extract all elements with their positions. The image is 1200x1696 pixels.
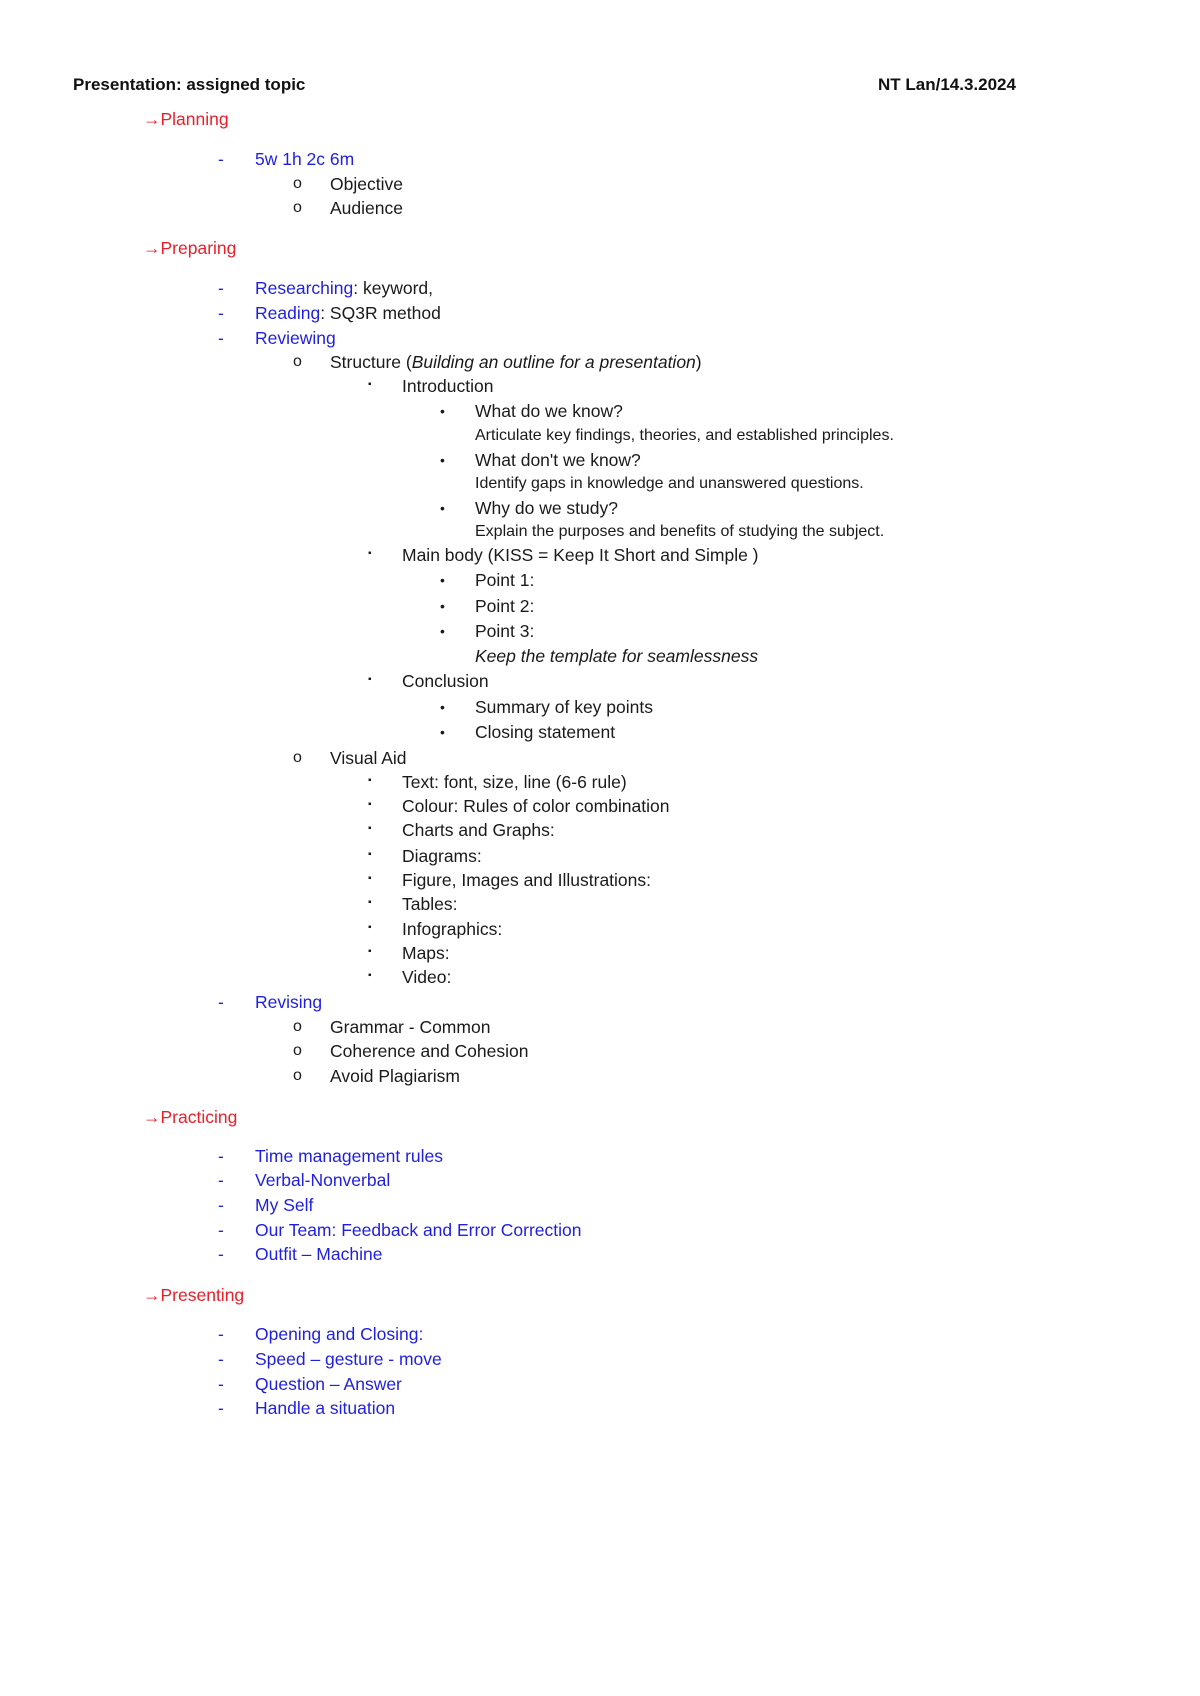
circle-bullet-icon: o xyxy=(293,199,302,216)
square-bullet-icon: ▪ xyxy=(368,674,372,685)
note-text: Explain the purposes and benefits of studying the subject. xyxy=(475,523,885,540)
list-item: o Grammar - Common xyxy=(293,1017,491,1037)
list-item: • Closing statement xyxy=(440,722,616,742)
section-heading-planning: →Planning xyxy=(143,109,229,129)
list-item: - Verbal-Nonverbal xyxy=(218,1170,391,1190)
dash-bullet-icon: - xyxy=(218,1349,224,1369)
note-text: Keep the template for seamlessness xyxy=(475,646,759,666)
dot-bullet-icon: • xyxy=(440,572,445,588)
list-item: o Avoid Plagiarism xyxy=(293,1066,461,1086)
list-item: o Audience xyxy=(293,198,403,218)
dot-bullet-icon: • xyxy=(440,623,445,639)
list-item: - 5w 1h 2c 6m xyxy=(218,149,355,169)
document-header xyxy=(73,75,1040,99)
square-bullet-icon: ▪ xyxy=(368,379,372,390)
arrow-icon: → xyxy=(143,1285,161,1305)
list-item: o Structure (Building an outline for a presentation) xyxy=(293,352,702,372)
list-item: - Question – Answer xyxy=(218,1374,402,1394)
note-text: Articulate key findings, theories, and established principles. xyxy=(475,427,894,444)
circle-bullet-icon: o xyxy=(293,1042,302,1059)
square-bullet-icon: ▪ xyxy=(368,897,372,908)
list-item: - Our Team: Feedback and Error Correction xyxy=(218,1220,582,1240)
square-bullet-icon: ▪ xyxy=(368,849,372,860)
section-heading-preparing: →Preparing xyxy=(143,238,237,258)
square-bullet-icon: ▪ xyxy=(368,799,372,810)
list-item: ▪ Main body (KISS = Keep It Short and Simple ) xyxy=(368,545,759,565)
list-item: o Coherence and Cohesion xyxy=(293,1041,529,1061)
list-item: ▪ Figure, Images and Illustrations: xyxy=(368,870,652,890)
circle-bullet-icon: o xyxy=(293,749,302,766)
dash-bullet-icon: - xyxy=(218,1324,224,1344)
list-item: ▪ Infographics: xyxy=(368,919,503,939)
list-item: ▪ Text: font, size, line (6-6 rule) xyxy=(368,772,627,792)
document-title: Presentation: assigned topic xyxy=(73,75,306,94)
list-item: ▪ Diagrams: xyxy=(368,846,482,866)
dash-bullet-icon: - xyxy=(218,1244,224,1264)
dash-bullet-icon: - xyxy=(218,149,224,169)
arrow-icon: → xyxy=(143,238,161,258)
list-item: - My Self xyxy=(218,1195,314,1215)
dash-bullet-icon: - xyxy=(218,1220,224,1240)
list-item: ▪ Colour: Rules of color combination xyxy=(368,796,670,816)
list-item: ▪ Conclusion xyxy=(368,671,489,691)
list-item: ▪ Video: xyxy=(368,967,452,987)
square-bullet-icon: ▪ xyxy=(368,873,372,884)
list-item: • Point 2: xyxy=(440,596,535,616)
list-item: - Handle a situation xyxy=(218,1398,396,1418)
dash-bullet-icon: - xyxy=(218,1398,224,1418)
square-bullet-icon: ▪ xyxy=(368,922,372,933)
dot-bullet-icon: • xyxy=(440,500,445,516)
list-item: o Objective xyxy=(293,174,403,194)
dash-bullet-icon: - xyxy=(218,1195,224,1215)
dot-bullet-icon: • xyxy=(440,403,445,419)
list-item: • What do we know? xyxy=(440,401,623,421)
dash-bullet-icon: - xyxy=(218,278,224,298)
author-date: NT Lan/14.3.2024 xyxy=(878,75,1016,94)
list-item: - Outfit – Machine xyxy=(218,1244,383,1264)
note-text: Identify gaps in knowledge and unanswered questions. xyxy=(475,475,864,492)
section-heading-practicing: →Practicing xyxy=(143,1107,238,1127)
list-item: - Researching: keyword, xyxy=(218,278,433,298)
dash-bullet-icon: - xyxy=(218,1146,224,1166)
list-item: ▪ Maps: xyxy=(368,943,450,963)
list-item: ▪ Introduction xyxy=(368,376,494,396)
square-bullet-icon: ▪ xyxy=(368,970,372,981)
dash-bullet-icon: - xyxy=(218,992,224,1012)
list-item: - Opening and Closing: xyxy=(218,1324,424,1344)
list-item: - Reviewing xyxy=(218,328,336,348)
circle-bullet-icon: o xyxy=(293,175,302,192)
circle-bullet-icon: o xyxy=(293,1018,302,1035)
square-bullet-icon: ▪ xyxy=(368,548,372,559)
list-item: o Visual Aid xyxy=(293,748,407,768)
circle-bullet-icon: o xyxy=(293,353,302,370)
arrow-icon: → xyxy=(143,109,161,129)
list-item: • Why do we study? xyxy=(440,498,618,518)
square-bullet-icon: ▪ xyxy=(368,946,372,957)
list-item: • Summary of key points xyxy=(440,697,653,717)
square-bullet-icon: ▪ xyxy=(368,823,372,834)
dash-bullet-icon: - xyxy=(218,303,224,323)
list-item: ▪ Tables: xyxy=(368,894,458,914)
list-item: - Speed – gesture - move xyxy=(218,1349,442,1369)
dot-bullet-icon: • xyxy=(440,598,445,614)
section-heading-presenting: →Presenting xyxy=(143,1285,245,1305)
list-item: - Time management rules xyxy=(218,1146,444,1166)
dot-bullet-icon: • xyxy=(440,724,445,740)
circle-bullet-icon: o xyxy=(293,1067,302,1084)
dash-bullet-icon: - xyxy=(218,328,224,348)
arrow-icon: → xyxy=(143,1107,161,1127)
list-item: - Revising xyxy=(218,992,323,1012)
dash-bullet-icon: - xyxy=(218,1170,224,1190)
dash-bullet-icon: - xyxy=(218,1374,224,1394)
square-bullet-icon: ▪ xyxy=(368,775,372,786)
dot-bullet-icon: • xyxy=(440,452,445,468)
dot-bullet-icon: • xyxy=(440,699,445,715)
list-item: ▪ Charts and Graphs: xyxy=(368,820,555,840)
list-item: • Point 3: xyxy=(440,621,535,641)
list-item: • What don't we know? xyxy=(440,450,641,470)
list-item: - Reading: SQ3R method xyxy=(218,303,441,323)
list-item: • Point 1: xyxy=(440,570,535,590)
